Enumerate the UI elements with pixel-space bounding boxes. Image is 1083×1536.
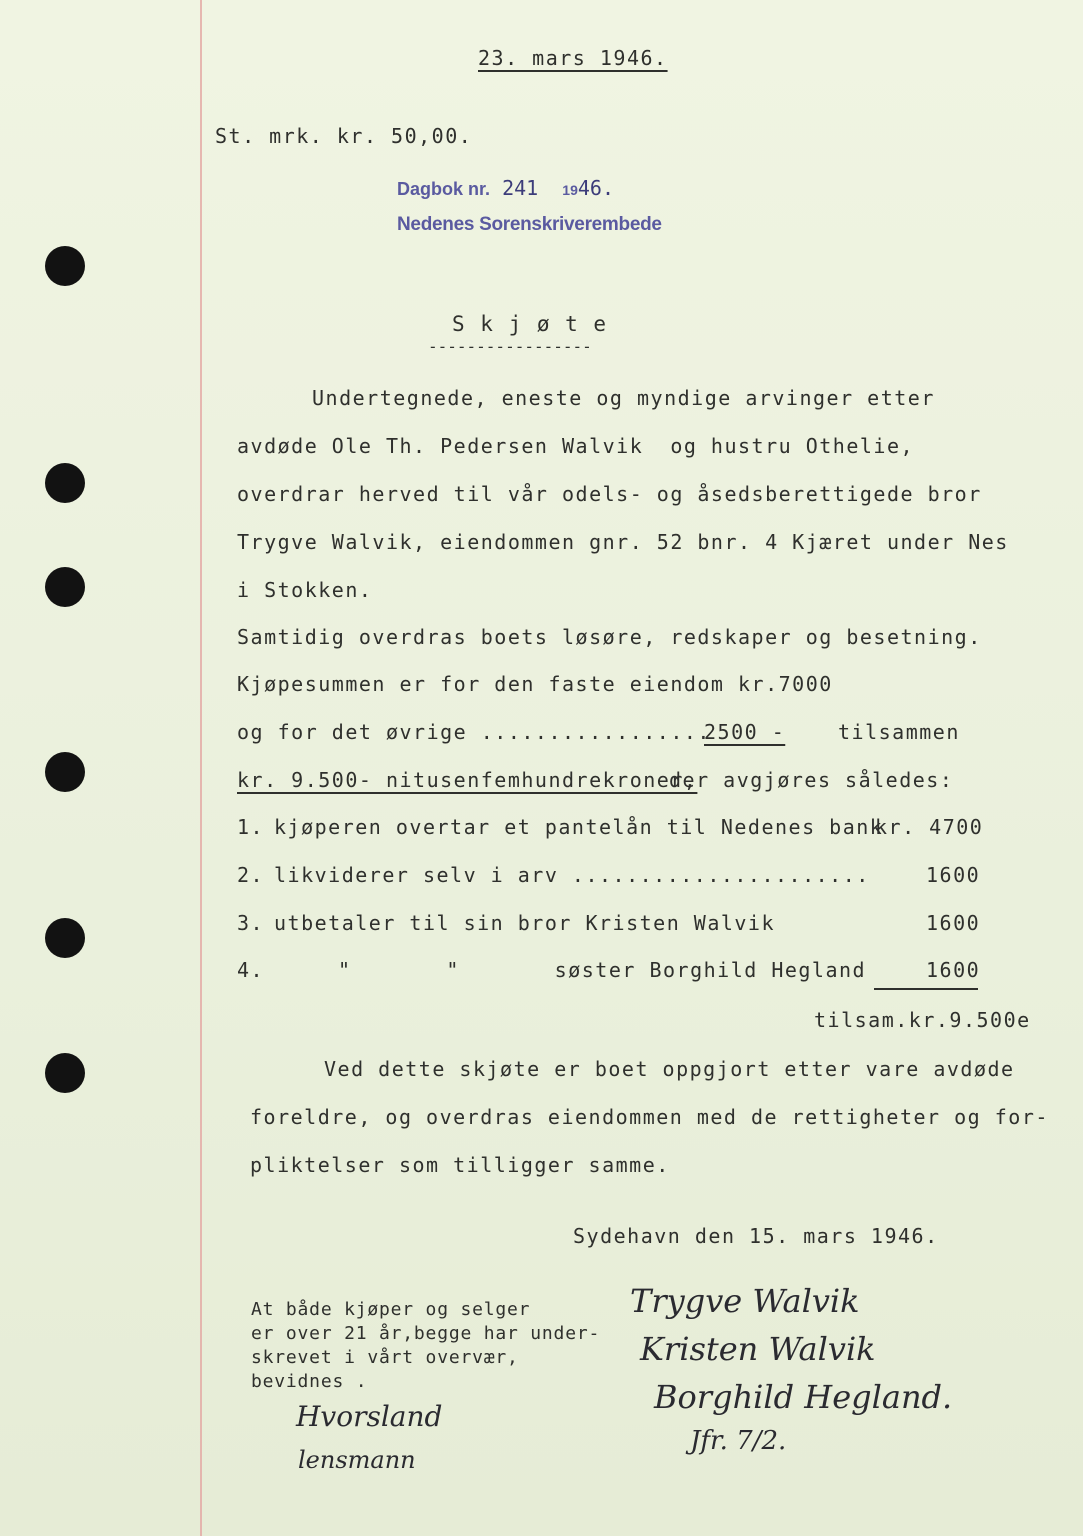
body-line: overdrar herved til vår odels- og åsedsberettigede bror	[237, 482, 982, 506]
annotation-note: Jfr. 7/2.	[690, 1426, 787, 1456]
item-text: likviderer selv i arv ......................	[274, 863, 870, 887]
witness-line: At både kjøper og selger	[251, 1299, 531, 1320]
other-amount: 2500 -	[704, 720, 786, 744]
deed-title-rule: -----------------	[428, 337, 592, 356]
total-in-words: kr. 9.500- nitusenfemhundrekroner,	[237, 768, 698, 792]
body-line: tilsammen	[838, 720, 960, 744]
body-line: avdøde Ole Th. Pedersen Walvik og hustru Othelie,	[237, 434, 915, 458]
witness-title: lensmann	[298, 1446, 416, 1474]
witness-line: skrevet i vårt overvær,	[251, 1347, 519, 1368]
body-line: der avgjøres således:	[669, 768, 954, 792]
punch-hole	[45, 567, 85, 607]
body-line: Trygve Walvik, eiendommen gnr. 52 bnr. 4 Kjæret under Nes	[237, 530, 1009, 554]
signature-borghild: Borghild Hegland.	[654, 1378, 953, 1416]
body-line: Undertegnede, eneste og myndige arvinger etter	[312, 386, 935, 410]
item-text: " " søster Borghild Hegland	[338, 958, 867, 982]
witness-line: bevidnes .	[251, 1371, 368, 1392]
punch-hole	[45, 246, 85, 286]
item-amount: 1600	[926, 911, 981, 935]
body-line: Samtidig overdras boets løsøre, redskaper og besetning.	[237, 625, 982, 649]
witness-signature: Hvorsland	[296, 1400, 443, 1433]
closing-line: foreldre, og overdras eiendommen med de rettigheter og for-	[250, 1105, 1049, 1129]
stamp-fee: St. mrk. kr. 50,00.	[215, 124, 473, 148]
signature-trygve: Trygve Walvik	[630, 1282, 860, 1320]
closing-line: Ved dette skjøte er boet oppgjort etter vare avdøde	[324, 1057, 1015, 1081]
deed-title: S k j ø t e	[452, 312, 608, 336]
punch-hole	[45, 752, 85, 792]
item-text: kjøperen overtar et pantelån til Nedenes bank	[274, 815, 884, 839]
punch-hole	[45, 463, 85, 503]
document-date: 23. mars 1946.	[478, 46, 668, 70]
body-line: og for det øvrige .................	[237, 720, 711, 744]
body-line: Kjøpesummen er for den faste eiendom kr.7000	[237, 672, 833, 696]
body-line: i Stokken.	[237, 578, 373, 602]
item-number: 4.	[237, 958, 265, 982]
place-and-date: Sydehavn den 15. mars 1946.	[573, 1224, 939, 1248]
closing-line: pliktelser som tilligger samme.	[250, 1153, 670, 1177]
item-number: 3.	[237, 911, 265, 935]
item-number: 1.	[237, 815, 265, 839]
item-amount: kr. 4700	[875, 815, 984, 839]
witness-statement	[251, 1298, 600, 1394]
registry-stamp-line2: Nedenes Sorenskriverembede	[397, 214, 662, 235]
item-amount: 1600	[926, 958, 981, 982]
witness-line: er over 21 år,begge har under-	[251, 1323, 601, 1344]
item-text: utbetaler til sin bror Kristen Walvik	[274, 911, 776, 935]
registry-stamp-line1: Dagbok nr. 241 1946.	[397, 176, 614, 200]
margin-line	[200, 0, 202, 1536]
item-number: 2.	[237, 863, 265, 887]
item-amount: 1600	[926, 863, 981, 887]
sum-rule	[874, 988, 978, 990]
punch-hole	[45, 1053, 85, 1093]
punch-hole	[45, 918, 85, 958]
grand-total: tilsam.kr.9.500e	[814, 1008, 1031, 1032]
signature-kristen: Kristen Walvik	[640, 1330, 876, 1368]
